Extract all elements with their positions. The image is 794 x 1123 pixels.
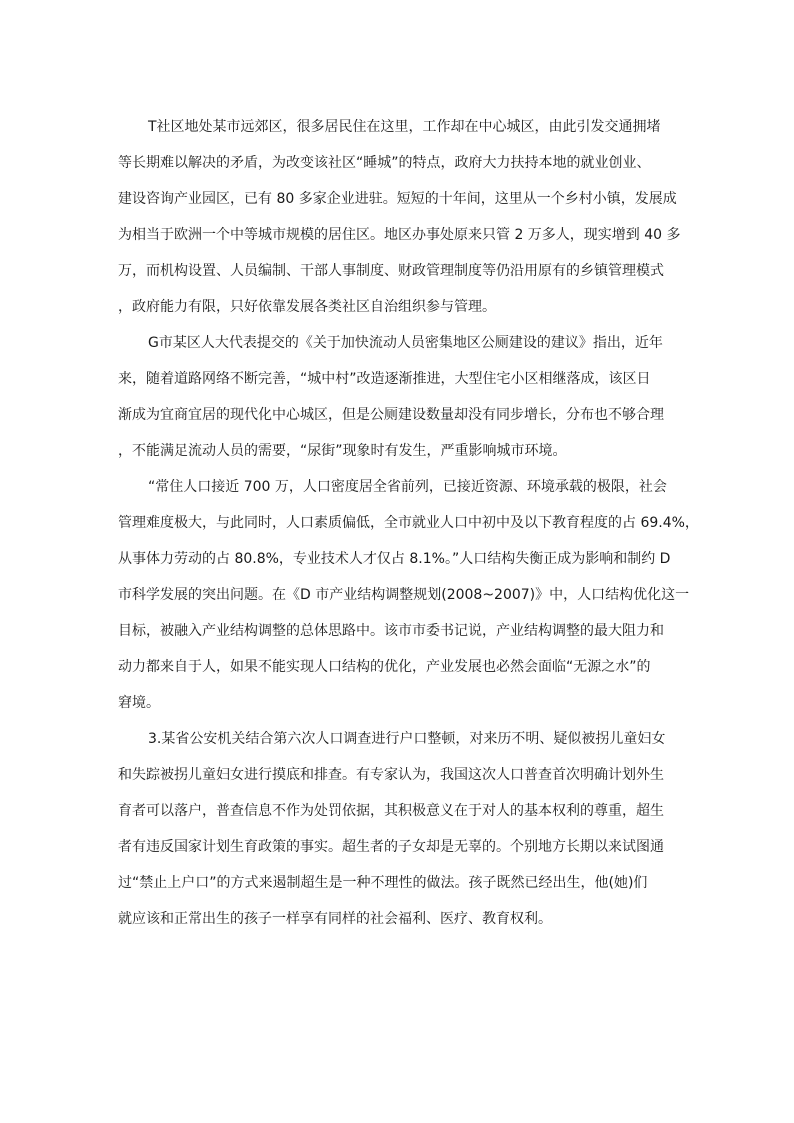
paragraph-3-line-7: 窘境。 (118, 695, 160, 711)
paragraph-4-line-1: 3.某省公安机关结合第六次人口调查进行户口整顿，对来历不明、疑似被拐儿童妇女 (148, 731, 666, 747)
paragraph-3-line-1: “常住人口接近 700 万，人口密度居全省前列，已接近资源、环境承载的极限，社会 (148, 479, 667, 495)
paragraph-1-line-6: ，政府能力有限，只好依靠发展各类社区自治组织参与管理。 (118, 299, 496, 315)
paragraph-1-line-4: 为相当于欧洲一个中等城市规模的居住区。地区办事处原来只管 2 万多人，现实增到 40 多 (118, 227, 681, 243)
paragraph-3-line-2: 管理难度极大，与此同时，人口素质偏低，全市就业人口中初中及以下教育程度的占 69.4%， (118, 515, 699, 531)
paragraph-3-line-6: 动力都来自于人，如果不能实现人口结构的优化，产业发展也必然会面临“无源之水”的 (118, 659, 651, 675)
paragraph-4-line-2: 和失踪被拐儿童妇女进行摸底和排查。有专家认为，我国这次人口普查首次明确计划外生 (118, 767, 664, 783)
paragraph-3-line-5: 目标，被融入产业结构调整的总体思路中。该市市委书记说，产业结构调整的最大阻力和 (118, 623, 664, 639)
paragraph-4-line-6: 就应该和正常出生的孩子一样享有同样的社会福利、医疗、教育权利。 (118, 911, 552, 927)
paragraph-1-line-1: T社区地处某市远郊区，很多居民住在这里，工作却在中心城区，由此引发交通拥堵 (148, 119, 661, 135)
paragraph-3-line-4: 市科学发展的突出问题。在《D 市产业结构调整规划(2008~2007)》中，人口结构优化这一 (118, 587, 690, 603)
paragraph-4-line-4: 者有违反国家计划生育政策的事实。超生者的子女却是无辜的。个别地方长期以来试图通 (118, 839, 664, 855)
paragraph-4-line-5: 过“禁止上户口”的方式来遏制超生是一种不理性的做法。孩子既然已经出生，他(她)们 (118, 875, 648, 891)
paragraph-2-line-4: ，不能满足流动人员的需要，“尿街”现象时有发生，严重影响城市环境。 (118, 443, 567, 459)
paragraph-1-line-5: 万，而机构设置、人员编制、干部人事制度、财政管理制度等仍沿用原有的乡镇管理模式 (118, 263, 664, 279)
paragraph-3-line-3: 从事体力劳动的占 80.8%，专业技术人才仅占 8.1%。”人口结构失衡正成为影响和制约 D (118, 551, 671, 567)
paragraph-2-line-3: 渐成为宜商宜居的现代化中心城区，但是公厕建设数量却没有同步增长，分布也不够合理 (118, 407, 664, 423)
paragraph-4-line-3: 育者可以落户，普查信息不作为处罚依据，其积极意义在于对人的基本权利的尊重，超生 (118, 803, 664, 819)
paragraph-1-line-2: 等长期难以解决的矛盾，为改变该社区“睡城”的特点，政府大力扶持本地的就业创业、 (118, 155, 651, 171)
paragraph-1-line-3: 建设咨询产业园区，已有 80 多家企业进驻。短短的十年间，这里从一个乡村小镇，发展成 (118, 191, 677, 207)
paragraph-2-line-2: 来，随着道路网络不断完善，“城中村”改造逐渐推进，大型住宅小区相继落成，该区日 (118, 371, 651, 387)
paragraph-2-line-1: G市某区人大代表提交的《关于加快流动人员密集地区公厕建设的建议》指出，近年 (148, 335, 663, 351)
